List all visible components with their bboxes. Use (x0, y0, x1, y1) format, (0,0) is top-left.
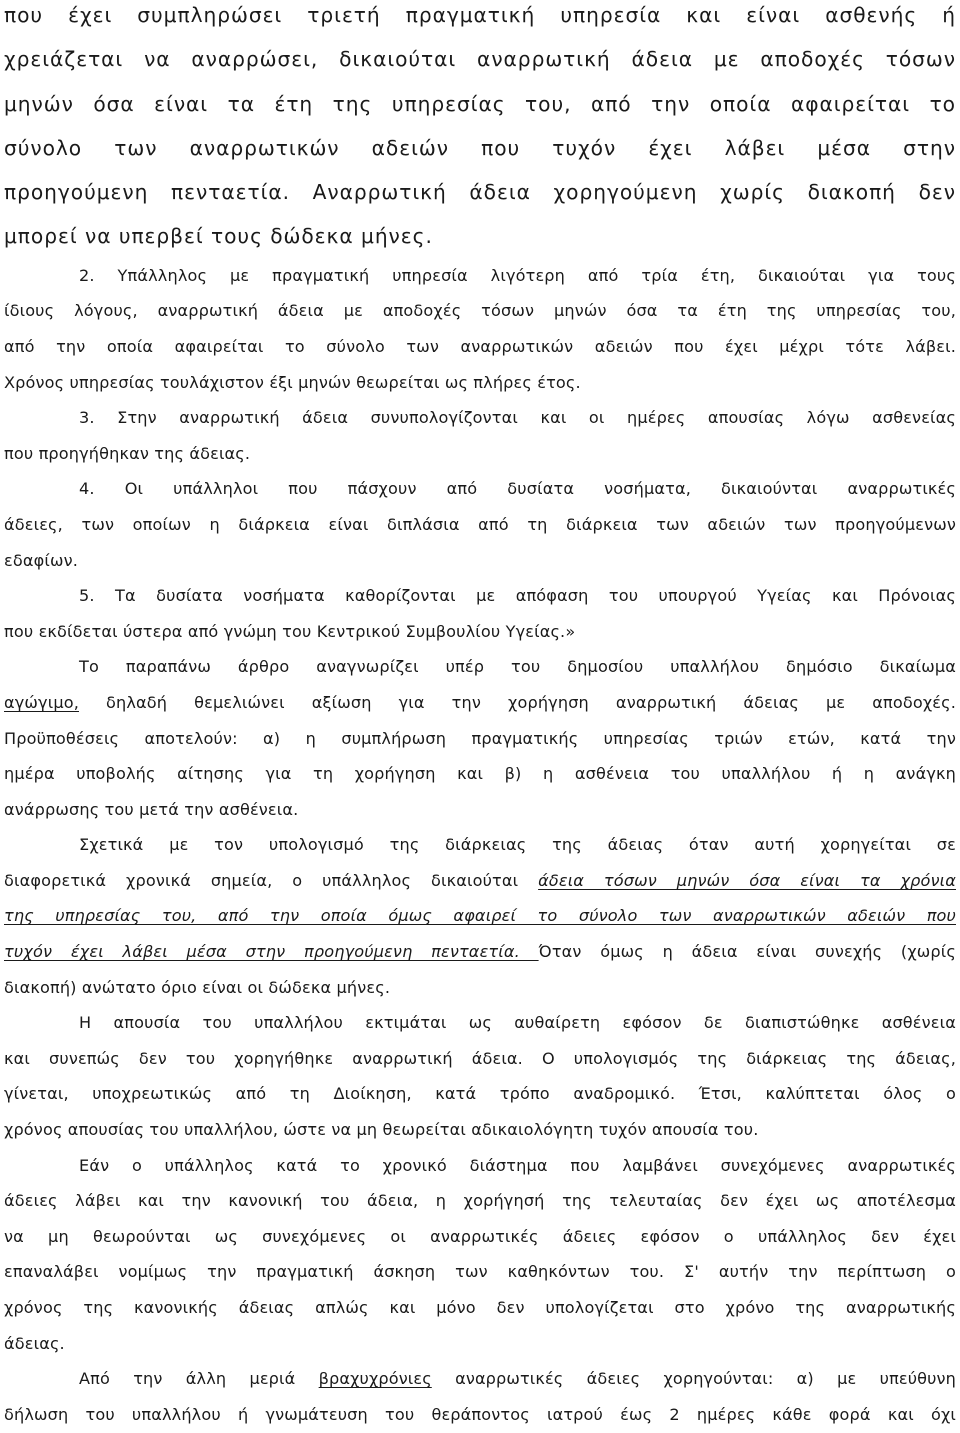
text-line: Χρόνος υπηρεσίας τουλάχιστον έξι μηνών θεωρείται ως πλήρες έτος. (4, 372, 581, 392)
text-segment: Σχετικά με τον υπολογισμό της διάρκειας της άδειας όταν αυτή χορηγείται σε (79, 835, 956, 855)
text-line (4, 401, 956, 437)
text-line: ανάρρωσης του μετά την ασθένεια. (4, 799, 299, 819)
text-line: γίνεται, υποχρεωτικώς από τη Διοίκηση, κατά τρόπο αναδρομικό. Έτσι, καλύπτεται όλος ο (4, 1084, 956, 1104)
text-line (4, 472, 956, 508)
underlined-italic-text: άδεια τόσων μηνών όσα είναι τα χρόνια (538, 870, 956, 890)
text-line: προηγούμενη πενταετία. Αναρρωτική άδεια χορηγούμενη χωρίς διακοπή δεν (4, 180, 956, 205)
paragraph-3 (4, 401, 956, 472)
paragraph-5 (4, 579, 956, 650)
paragraph-4 (4, 472, 956, 579)
paragraph-9 (4, 1149, 956, 1363)
text-segment: Το παραπάνω άρθρο αναγνωρίζει υπέρ του δημοσίου υπαλλήλου δημόσιο δικαίωμα (79, 657, 956, 677)
text-line (4, 1149, 956, 1185)
text-line (4, 1362, 956, 1398)
text-segment: 4. Οι υπάλληλοι που πάσχουν από δυσίατα νοσήματα, δικαιούνται αναρρωτικές (79, 479, 956, 499)
text-segment: αναρρωτικές άδειες χορηγούνται: α) με υπεύθυνη (431, 1369, 956, 1389)
text-line (4, 686, 956, 722)
paragraph-2 (4, 259, 956, 401)
text-line (4, 650, 956, 686)
text-segment: 2. Υπάλληλος με πραγματική υπηρεσία λιγότερη από τρία έτη, δικαιούται για τους (79, 265, 956, 285)
text-line: σύνολο των αναρρωτικών αδειών που τυχόν έχει λάβει μέσα στην (4, 135, 956, 160)
text-line: χρόνος απουσίας του υπαλλήλου, ώστε να μη θεωρείται αδικαιολόγητη τυχόν απουσία του. (4, 1120, 759, 1140)
underlined-italic-text: τυχόν έχει λάβει μέσα στην προηγούμενη πενταετία. (4, 942, 539, 962)
text-line: ημέρα υποβολής αίτησης για τη χορήγηση και β) η ασθένεια του υπαλλήλου ή η ανάγκη (4, 764, 956, 784)
text-line: που προηγήθηκαν της άδειας. (4, 443, 251, 463)
text-line (4, 579, 956, 615)
text-line (4, 935, 956, 971)
text-line: μηνών όσα είναι τα έτη της υπηρεσίας του, από την οποία αφαιρείται το (4, 91, 956, 116)
paragraph-10 (4, 1362, 956, 1433)
paragraph-7 (4, 828, 956, 1006)
text-line: άδειες λάβει και την κανονική του άδεια, η χορήγησή της τελευταίας δεν έχει ως αποτέλεσμα (4, 1191, 956, 1211)
document-page (4, 0, 956, 1433)
paragraph-article-continuation (4, 0, 956, 266)
text-line: μπορεί να υπερβεί τους δώδεκα μήνες. (4, 224, 433, 249)
text-segment: δηλαδή θεμελιώνει αξίωση για την χορήγηση αναρρωτική άδειας με αποδοχές. (78, 692, 956, 712)
text-segment: Από την άλλη μεριά (79, 1369, 319, 1389)
underlined-italic-text: της υπηρεσίας του, από την οποία όμως αφαιρεί το σύνολο των αναρρωτικών αδειών που (4, 906, 956, 926)
text-line (4, 899, 956, 935)
text-line (4, 1006, 956, 1042)
text-segment: 3. Στην αναρρωτική άδεια συνυπολογίζονται και οι ημέρες απουσίας λόγω ασθενείας (79, 408, 956, 428)
text-line: ίδιους λόγους, αναρρωτική άδεια με αποδοχές τόσων μηνών όσα τα έτη της υπηρεσίας του, (4, 301, 956, 321)
text-line: να μη θεωρούνται ως συνεχόμενες οι αναρρωτικές άδειες εφόσον ο υπάλληλος δεν έχει (4, 1226, 956, 1246)
text-line: επαναλάβει νομίμως την πραγματική άσκηση των καθηκόντων του. Σ' αυτήν την περίπτωση ο (4, 1262, 956, 1282)
text-line: δήλωση του υπαλλήλου ή γνωμάτευση του θεράποντος ιατρού έως 2 ημέρες κάθε φορά και όχι (4, 1404, 956, 1424)
text-line: που έχει συμπληρώσει τριετή πραγματική υπηρεσία και είναι ασθενής ή (4, 3, 956, 27)
text-segment: Η απουσία του υπαλλήλου εκτιμάται ως αυθαίρετη εφόσον δε διαπιστώθηκε ασθένεια (79, 1013, 956, 1033)
text-line: χρόνος της κανονικής άδειας απλώς και μόνο δεν υπολογίζεται στο χρόνο της αναρρωτικής (4, 1298, 956, 1317)
paragraph-6 (4, 650, 956, 828)
text-segment: 5. Τα δυσίατα νοσήματα καθορίζονται με απόφαση του υπουργού Υγείας και Πρόνοιας (79, 586, 956, 606)
text-segment: διαφορετικά χρονικά σημεία, ο υπάλληλος δικαιούται (4, 870, 539, 890)
text-line: διακοπή) ανώτατο όριο είναι οι δώδεκα μήνες. (4, 977, 391, 997)
paragraph-8 (4, 1006, 956, 1148)
text-line: από την οποία αφαιρείται το σύνολο των αναρρωτικών αδειών που έχει μέχρι τότε λάβει. (4, 336, 956, 356)
text-segment: Όταν όμως η άδεια είναι συνεχής (χωρίς (538, 942, 956, 962)
text-line (4, 259, 956, 295)
text-line (4, 828, 956, 864)
text-line: άδειες, των οποίων η διάρκεια είναι διπλάσια από τη διάρκεια των αδειών των προηγούμενων (4, 514, 956, 534)
underlined-term: αγώγιμο, (4, 692, 79, 712)
text-line: εδαφίων. (4, 550, 78, 570)
text-line: Προϋποθέσεις αποτελούν: α) η συμπλήρωση πραγματικής υπηρεσίας τριών ετών, κατά την (4, 728, 956, 748)
text-line (4, 864, 956, 900)
text-line: και συνεπώς δεν του χορηγήθηκε αναρρωτική άδεια. Ο υπολογισμός της διάρκειας της άδειας, (4, 1048, 956, 1068)
underlined-term: βραχυχρόνιες (318, 1369, 432, 1389)
text-line: άδειας. (4, 1333, 65, 1353)
document-body (4, 259, 956, 1433)
text-line: χρειάζεται να αναρρώσει, δικαιούται αναρρωτική άδεια με αποδοχές τόσων (4, 47, 956, 72)
text-line: που εκδίδεται ύστερα από γνώμη του Κεντρικού Συμβουλίου Υγείας.» (4, 621, 576, 641)
text-segment: Εάν ο υπάλληλος κατά το χρονικό διάστημα που λαμβάνει συνεχόμενες αναρρωτικές (79, 1155, 956, 1175)
